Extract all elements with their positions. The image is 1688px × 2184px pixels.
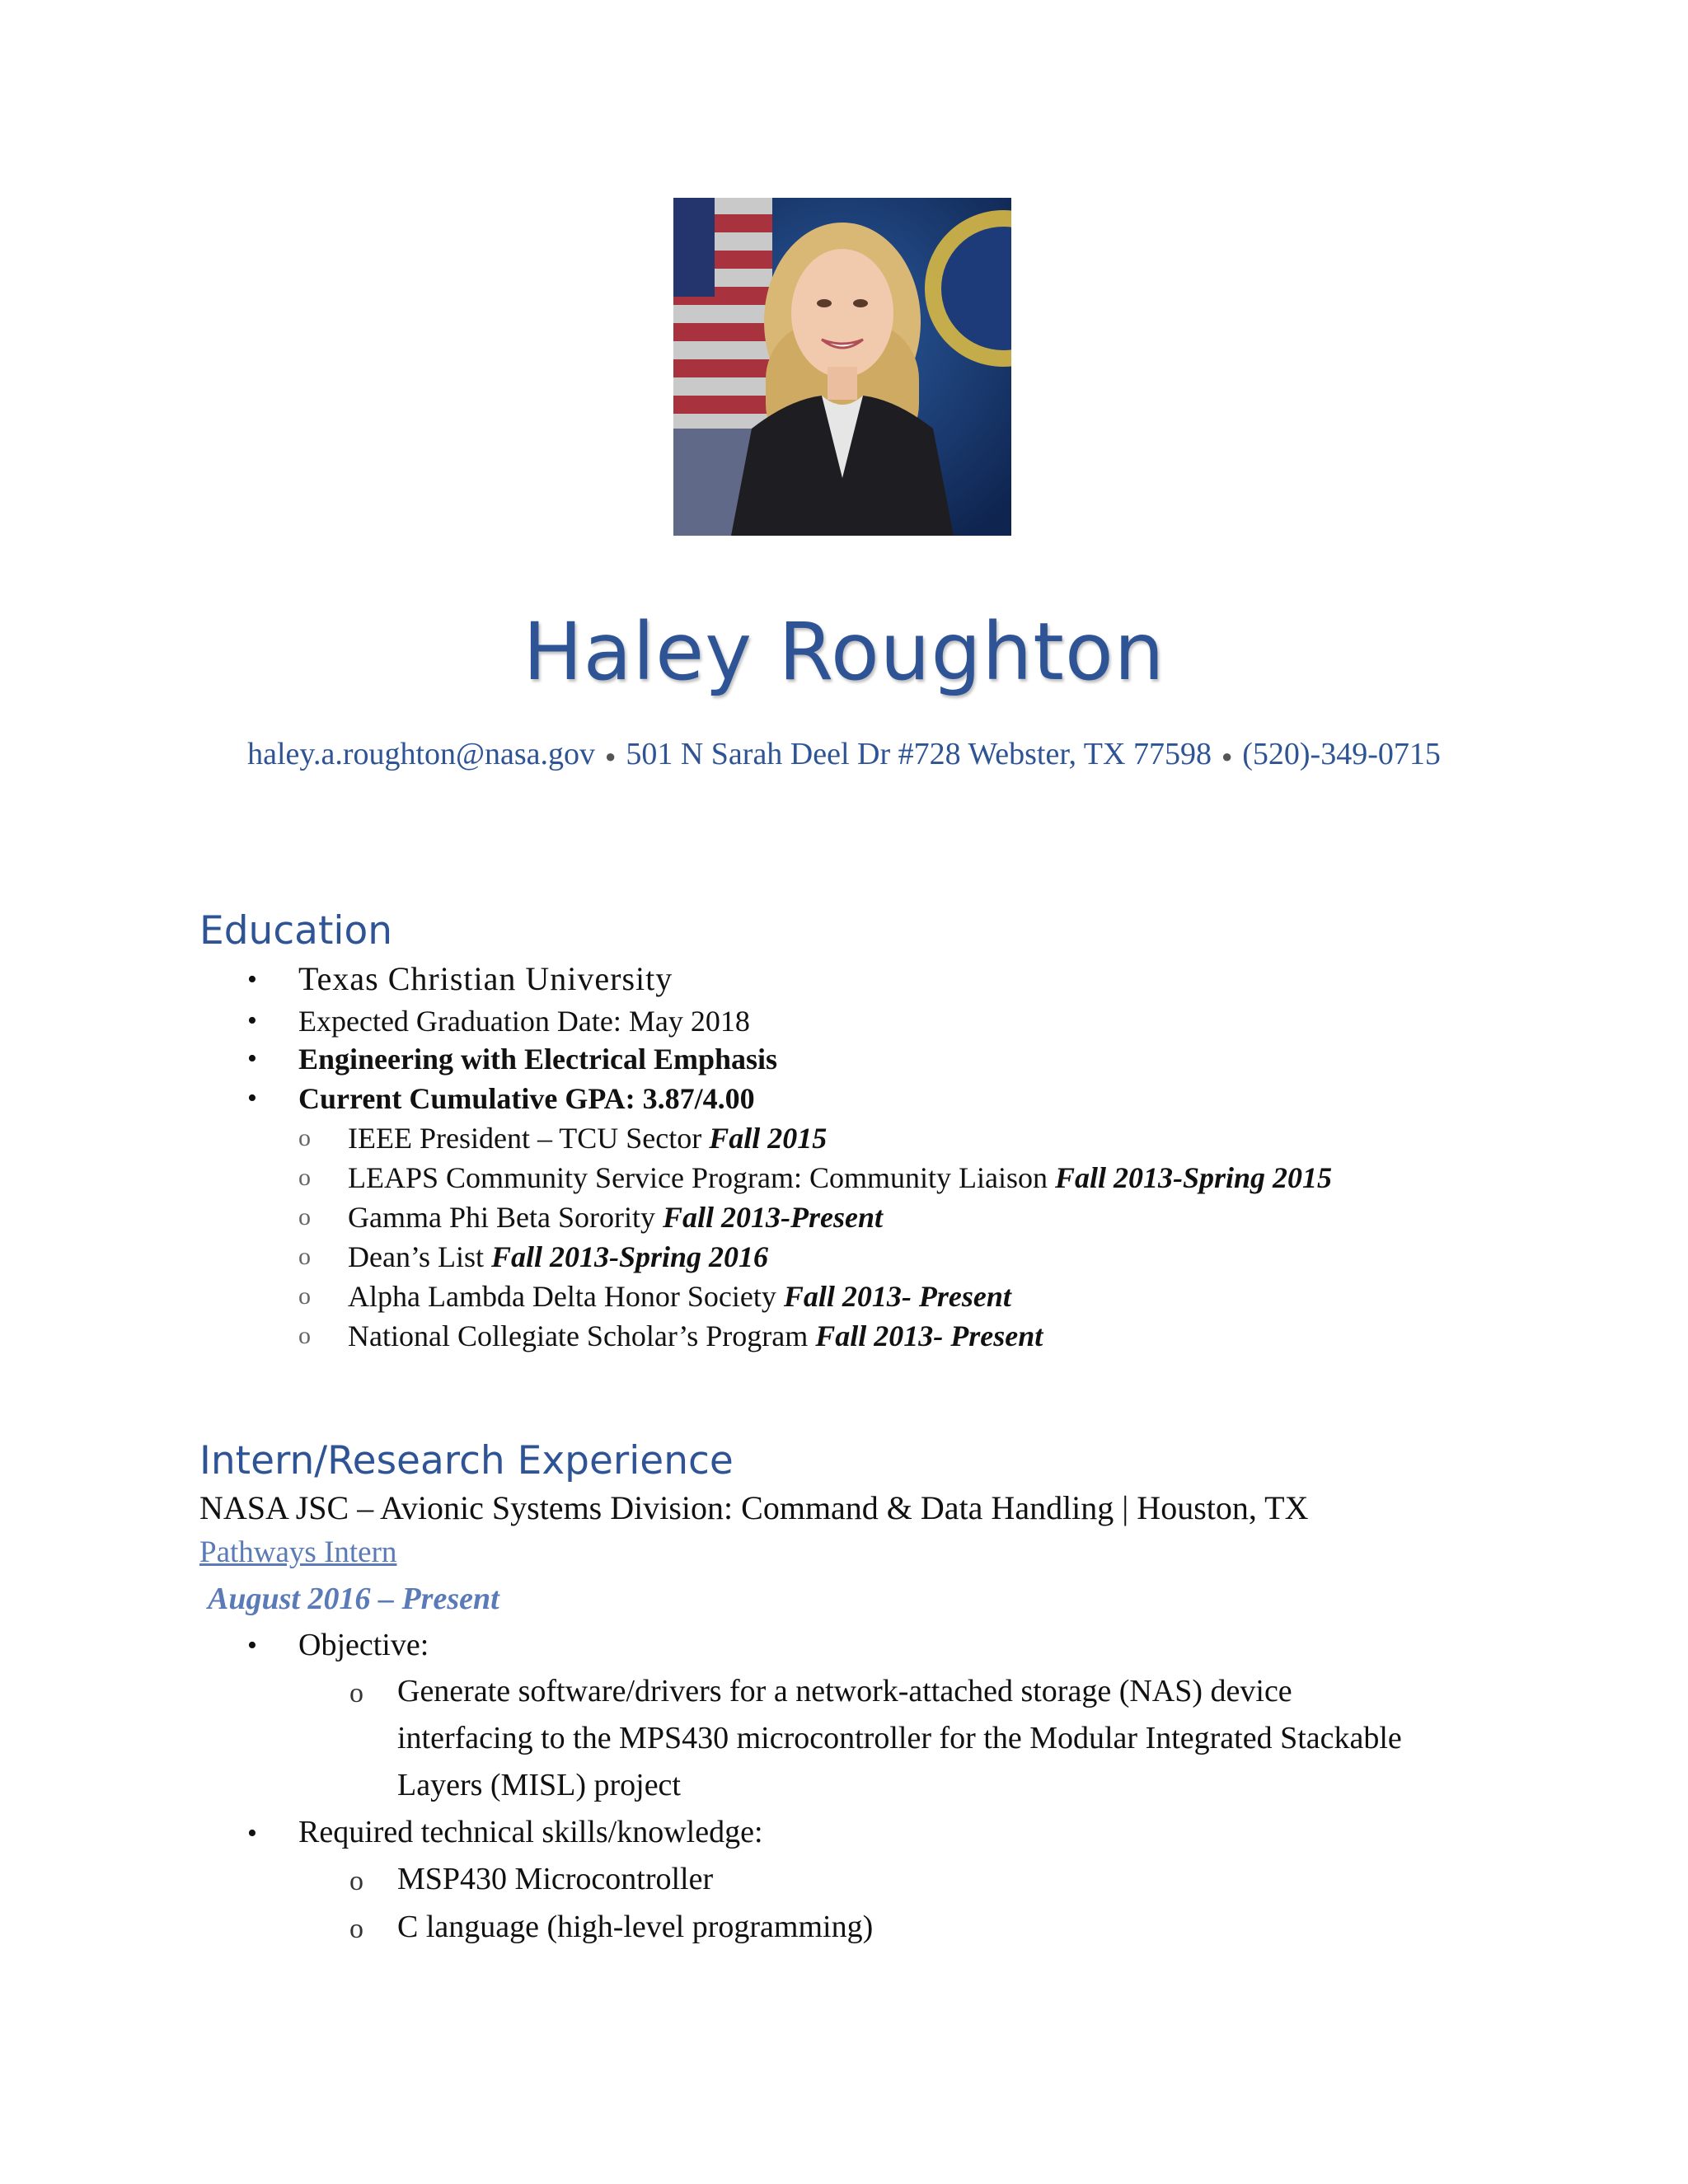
education-heading: Education	[199, 908, 392, 954]
bullet: •	[247, 1083, 257, 1113]
sub-bullet: o	[298, 1243, 311, 1270]
sub-bullet: o	[349, 1914, 363, 1944]
sub-bullet: o	[298, 1164, 311, 1191]
contact-line	[0, 736, 1688, 772]
experience-heading: Intern/Research Experience	[199, 1438, 734, 1483]
education-major: Engineering with Electrical Emphasis	[298, 1043, 778, 1076]
objective-label: Objective:	[298, 1628, 429, 1662]
skill-item: MSP430 Microcontroller	[397, 1862, 714, 1896]
education-school: Texas Christian University	[298, 960, 673, 997]
phone-text: (520)-349-0715	[1242, 737, 1441, 771]
bullet: •	[247, 1818, 257, 1849]
employment-dates: August 2016 – Present	[208, 1582, 499, 1616]
activity-item: IEEE President – TCU Sector Fall 2015	[348, 1122, 828, 1155]
objective-line: Generate software/drivers for a network-attached storage (NAS) device	[397, 1674, 1292, 1708]
sub-bullet: o	[298, 1322, 311, 1349]
activity-item: LEAPS Community Service Program: Community Liaison Fall 2013-Spring 2015	[348, 1161, 1333, 1194]
activity-item: National Collegiate Scholar’s Program Fall 2013- Present	[348, 1319, 1043, 1352]
bullet: •	[247, 1005, 257, 1036]
employer-line: NASA JSC – Avionic Systems Division: Command & Data Handling | Houston, TX	[199, 1489, 1309, 1526]
education-gpa: Current Cumulative GPA: 3.87/4.00	[298, 1082, 755, 1115]
address-text: 501 N Sarah Deel Dr #728 Webster, TX 77598	[626, 737, 1212, 771]
email-link[interactable]: haley.a.roughton@nasa.gov	[247, 737, 596, 771]
skills-label: Required technical skills/knowledge:	[298, 1815, 763, 1849]
applicant-name: Haley Roughton	[523, 606, 1165, 698]
education-graduation: Expected Graduation Date: May 2018	[298, 1005, 750, 1038]
sub-bullet: o	[298, 1124, 311, 1151]
sub-bullet: o	[298, 1203, 311, 1230]
bullet: •	[247, 1630, 257, 1661]
separator-dot: ●	[1221, 746, 1233, 767]
profile-photo	[673, 198, 1011, 536]
bullet: •	[247, 964, 257, 995]
skill-item: C language (high-level programming)	[397, 1910, 874, 1944]
activity-item: Dean’s List Fall 2013-Spring 2016	[348, 1240, 769, 1273]
objective-line: interfacing to the MPS430 microcontroller for the Modular Integrated Stackable	[397, 1721, 1402, 1755]
sub-bullet: o	[349, 1678, 363, 1708]
sub-bullet: o	[298, 1282, 311, 1310]
role-link[interactable]: Pathways Intern	[199, 1535, 397, 1569]
activity-item: Alpha Lambda Delta Honor Society Fall 2013- Present	[348, 1280, 1011, 1313]
activity-item: Gamma Phi Beta Sorority Fall 2013-Present	[348, 1201, 883, 1234]
objective-line: Layers (MISL) project	[397, 1768, 681, 1802]
separator-dot: ●	[605, 746, 617, 767]
sub-bullet: o	[349, 1866, 363, 1896]
bullet: •	[247, 1043, 257, 1074]
